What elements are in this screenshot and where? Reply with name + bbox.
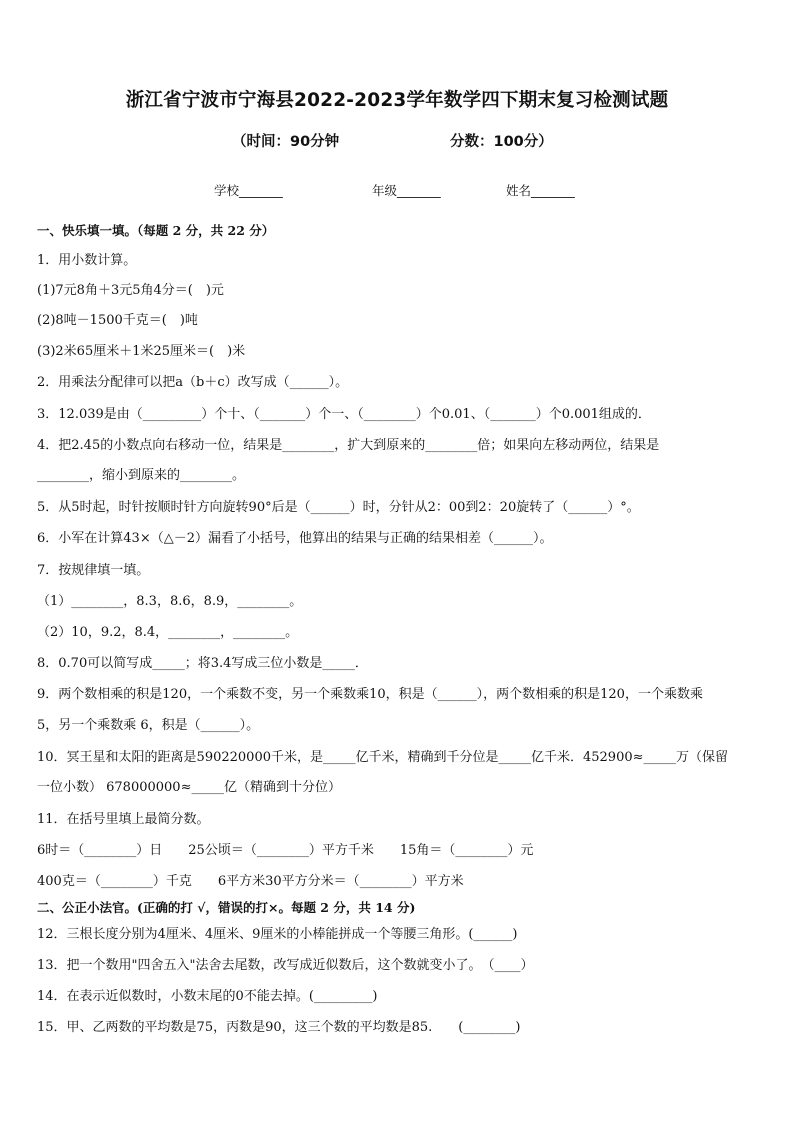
question-1: 1．用小数计算。	[37, 253, 137, 268]
question-12: 12．三根长度分别为4厘米、4厘米、9厘米的小棒能拼成一个等腰三角形。(______)	[37, 927, 518, 942]
question-1-part-1: (1)7元8角＋3元5角4分＝( )元	[37, 283, 224, 298]
section-2-heading: 二、公正小法官。(正确的打 √，错误的打×。每题 2 分，共 14 分)	[37, 900, 416, 915]
question-14: 14．在表示近似数时，小数末尾的0不能去掉。(_________)	[37, 989, 378, 1004]
grade-field[interactable]: 年级_______	[372, 183, 441, 198]
question-8: 8．0.70可以简写成_____；将3.4写成三位小数是_____．	[37, 656, 368, 671]
question-4-line-1: 4．把2.45的小数点向右移动一位，结果是________，扩大到原来的________倍；如果向左移动两位，结果是	[37, 438, 660, 453]
question-15: 15．甲、乙两数的平均数是75，丙数是90，这三个数的平均数是85. (________)	[37, 1020, 521, 1035]
exam-time: （时间：90分钟	[232, 134, 340, 150]
question-7: 7．按规律填一填。	[37, 563, 150, 578]
question-10-line-1: 10．冥王星和太阳的距离是590220000千米，是_____亿千米，精确到千分位是_____亿千米．452900≈_____万（保留	[37, 750, 729, 765]
question-11: 11．在括号里填上最简分数。	[37, 812, 210, 827]
question-3: 3．12.039是由（_________）个十、（_______）个一、（________）个0.01、（_______）个0.001组成的．	[37, 407, 651, 422]
school-field[interactable]: 学校_______	[214, 183, 283, 198]
question-7-part-2: （2）10，9.2，8.4，________，________。	[37, 625, 299, 640]
question-5: 5．从5时起，时针按顺时针方向旋转90°后是（______）时，分针从2：00到2：20旋转了（______）°。	[37, 500, 640, 515]
question-4-line-2: ________，缩小到原来的________。	[37, 468, 246, 483]
question-6: 6．小军在计算43×（△－2）漏看了小括号，他算出的结果与正确的结果相差（______）。	[37, 531, 553, 546]
question-13: 13．把一个数用"四舍五入"法舍去尾数，改写成近似数后，这个数就变小了。 （____）	[37, 958, 534, 973]
question-2: 2．用乘法分配律可以把a（b＋c）改写成（______）。	[37, 375, 349, 390]
question-7-part-1: （1）________，8.3，8.6，8.9，________。	[37, 594, 303, 609]
exam-title: 浙江省宁波市宁海县2022-2023学年数学四下期末复习检测试题	[125, 90, 669, 111]
question-1-part-3: (3)2米65厘米＋1米25厘米＝( )米	[37, 344, 246, 359]
question-9-line-1: 9．两个数相乘的积是120，一个乘数不变，另一个乘数乘10，积是（______），两个数相乘的积是120，一个乘数乘	[37, 687, 703, 702]
question-9-line-2: 5，另一个乘数乘 6，积是（______）。	[37, 718, 260, 733]
exam-score: 分数：100分）	[450, 134, 553, 150]
name-field[interactable]: 姓名_______	[506, 183, 575, 198]
question-11-part-1: 6时＝（________）日 25公顷＝（________）平方千米 15角＝（________）元	[37, 843, 534, 858]
question-11-part-2: 400克＝（________）千克 6平方米30平方分米＝（________）平方米	[37, 874, 464, 889]
question-10-line-2: 一位小数） 678000000≈_____亿（精确到十分位）	[37, 780, 341, 795]
question-1-part-2: (2)8吨－1500千克＝( )吨	[37, 313, 198, 328]
section-1-heading: 一、快乐填一填。（每题 2 分，共 22 分）	[37, 223, 275, 238]
